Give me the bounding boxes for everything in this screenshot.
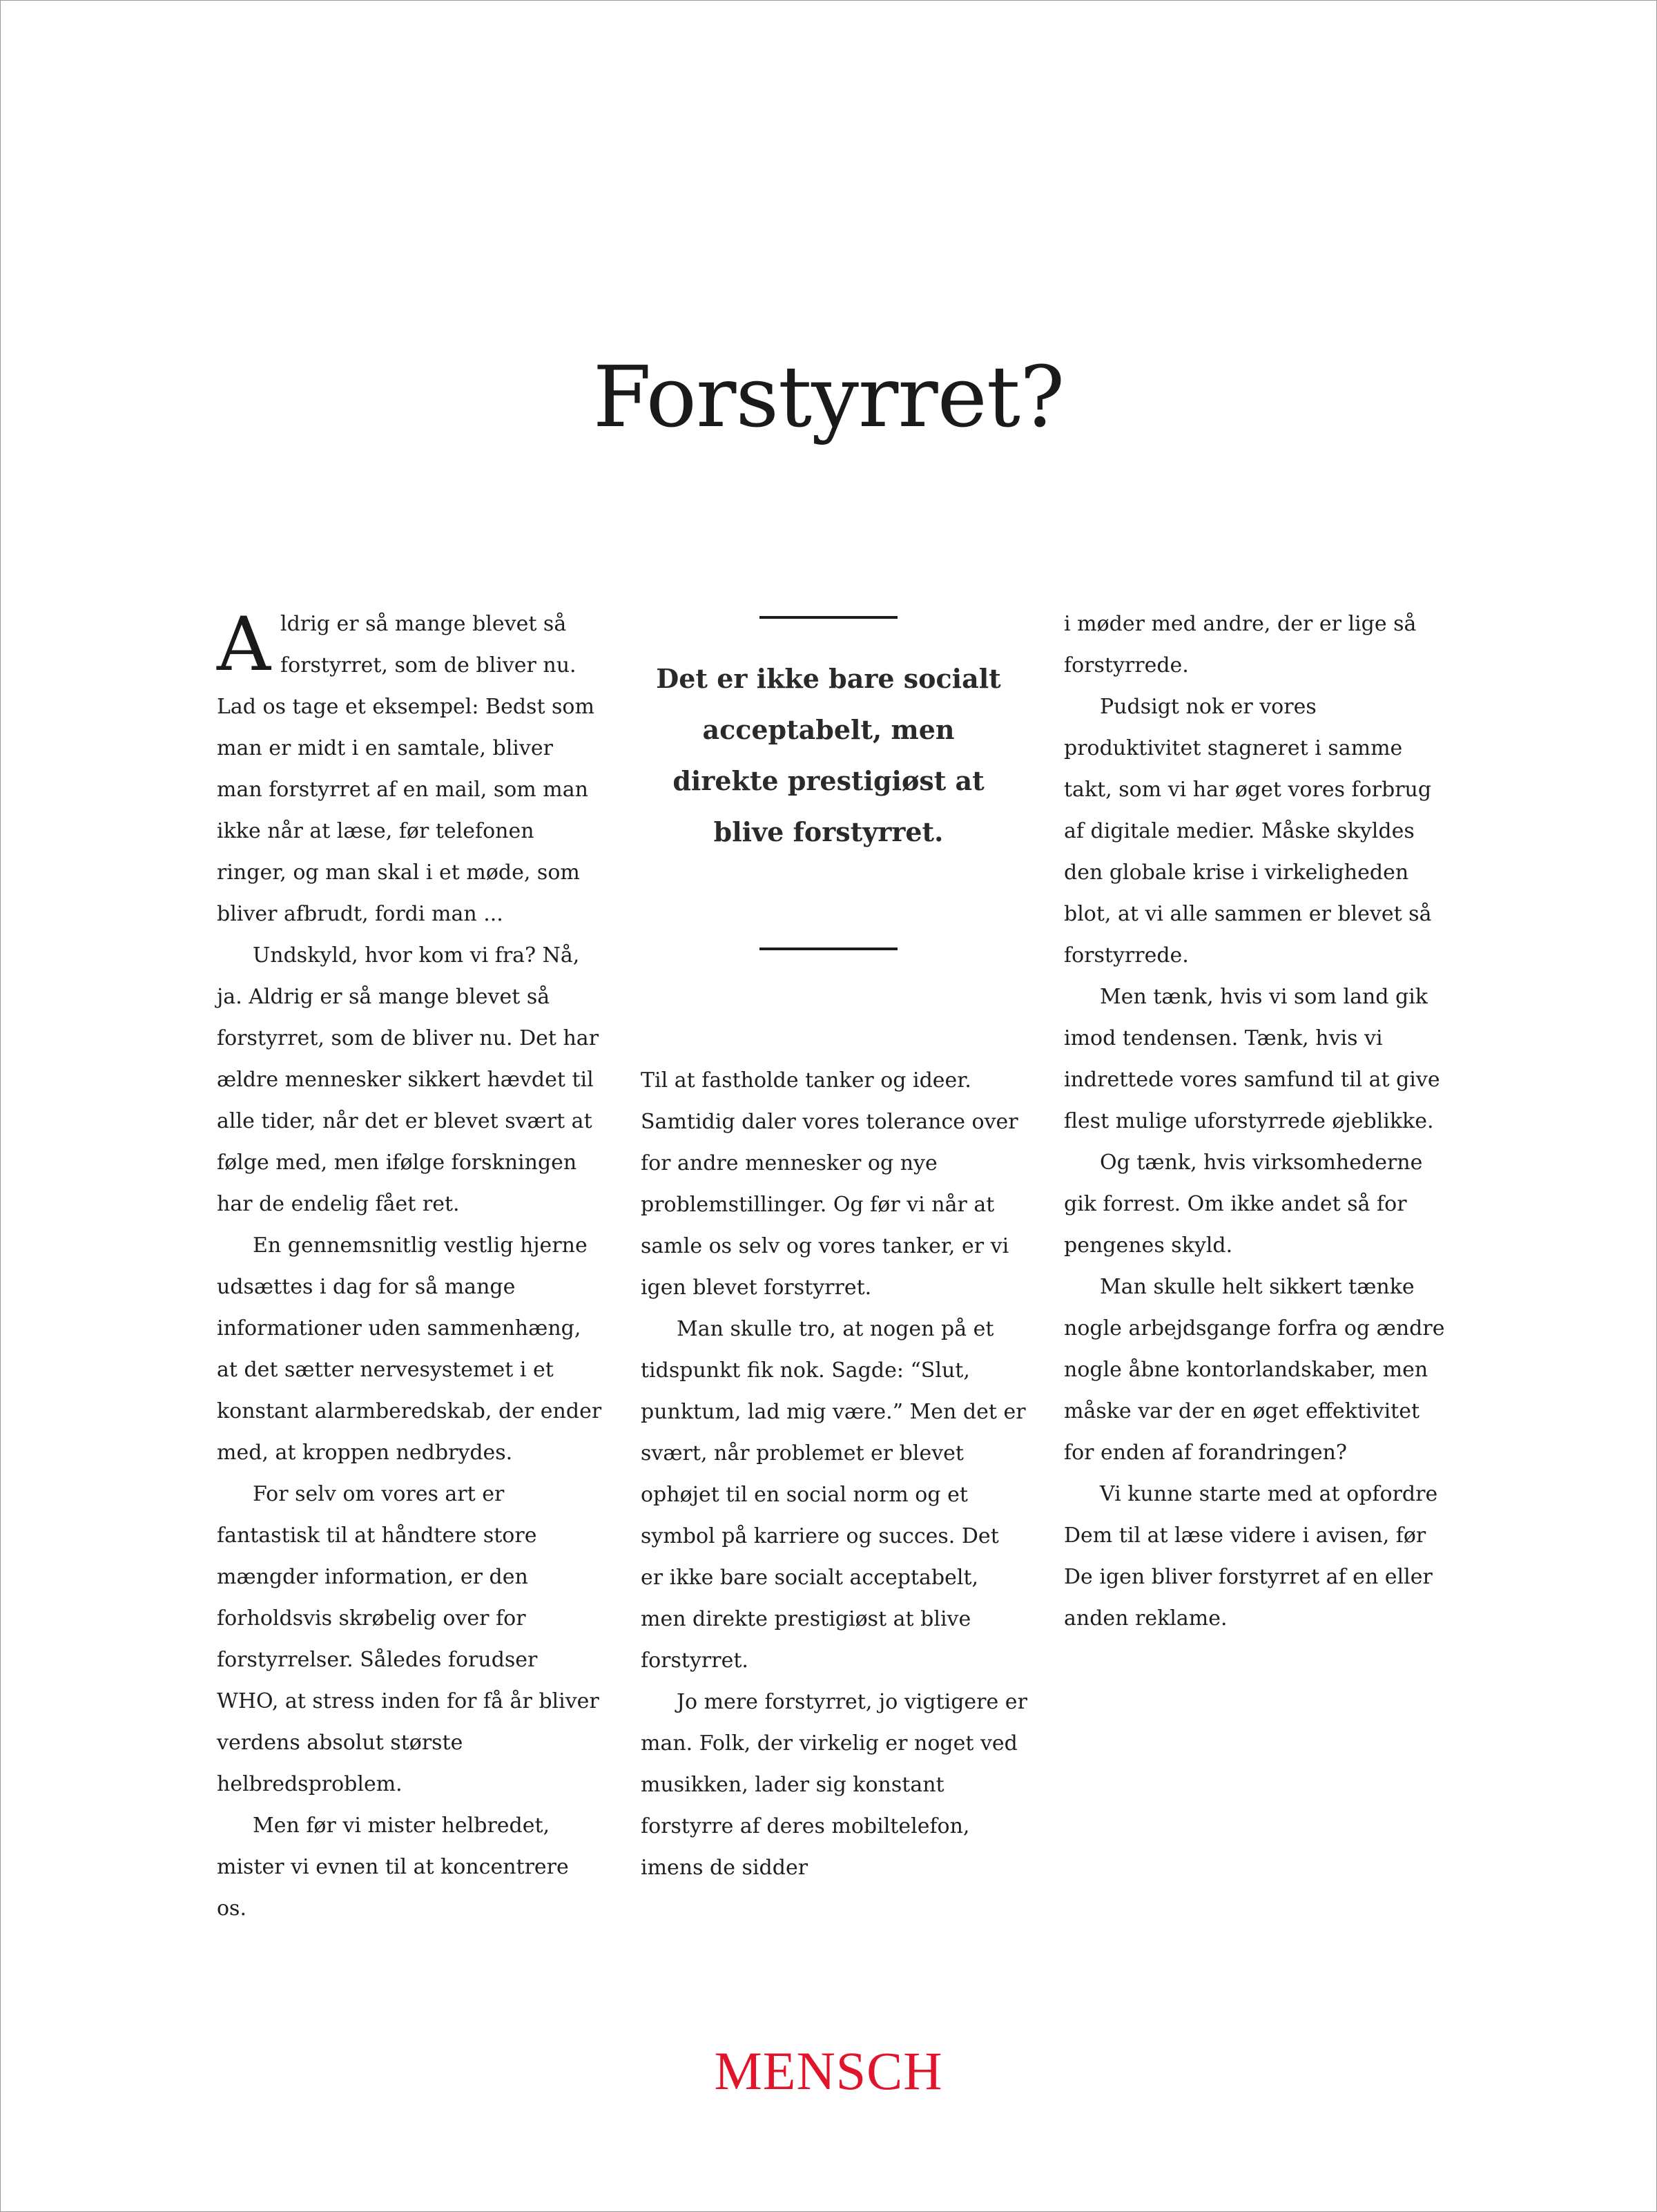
paragraph: Til at fastholde tanker og ideer. Samtidig daler vores tolerance over for andre mennesker og nye problemstillinger. Og før vi når at samle os selv og vores tanker, er vi igen blevet forstyrret. bbox=[641, 1068, 1018, 1300]
paragraph: Man skulle helt sikkert tænke nogle arbejdsgange forfra og ændre nogle åbne kontorlandskaber, men måske var der en øget effektivitet for enden af forandringen? bbox=[1064, 1275, 1445, 1465]
article-column-2 bbox=[641, 1060, 1027, 1889]
paragraph: Man skulle tro, at nogen på et tidspunkt fik nok. Sagde: “Slut, punktum, lad mig være.” Men det er svært, når problemet er blevet ophøjet til en social norm og et symbol på karriere og succes. Det er ikke bare socialt acceptabelt, men direkte prestigiøst at blive forstyrret. bbox=[641, 1317, 1026, 1673]
article-column-3 bbox=[1064, 604, 1451, 1639]
paragraph: For selv om vores art er fantastisk til at håndtere store mængder information, er den forholdsvis skrøbelig over for forstyrrelser. Således forudser WHO, at stress inden for få år bliver verdens absolut største helbredsproblem. bbox=[217, 1482, 599, 1796]
paragraph: Jo mere forstyrret, jo vigtigere er man. Folk, der virkelig er noget ved musikken, lader sig konstant forstyrre af deres mobiltelefon, imens de sidder bbox=[641, 1690, 1027, 1880]
paragraph: Pudsigt nok er vores produktivitet stagneret i samme takt, som vi har øget vores forbrug af digitale medier. Måske skyldes den globale krise i virkeligheden blot, at vi alle sammen er blevet så forstyrrede. bbox=[1064, 695, 1432, 968]
paragraph: Men før vi mister helbredet, mister vi evnen til at koncentrere os. bbox=[217, 1814, 569, 1921]
paragraph: Og tænk, hvis virksomhederne gik forrest. Om ikke andet så for pengenes skyld. bbox=[1064, 1151, 1423, 1258]
paragraph: En gennemsnitlig vestlig hjerne udsættes i dag for så mange informationer uden sammenhæng, at det sætter nervesystemet i et konstant alarmberedskab, der ender med, at kroppen nedbrydes. bbox=[217, 1233, 602, 1465]
paragraph: Undskyld, hvor kom vi fra? Nå, ja. Aldrig er så mange blevet så forstyrret, som de bliver nu. Det har ældre mennesker sikkert hævdet til alle tider, når det er blevet svært at følge med, men ifølge forskningen har de endelig fået ret. bbox=[217, 943, 599, 1216]
paragraph: i møder med andre, der er lige så forstyrrede. bbox=[1064, 612, 1417, 677]
paragraph: Men tænk, hvis vi som land gik imod tendensen. Tænk, hvis vi indrettede vores samfund til at give flest mulige uforstyrrede øjeblikke. bbox=[1064, 985, 1440, 1133]
brand-logo: MENSCH bbox=[714, 2041, 943, 2101]
headline: Forstyrret? bbox=[592, 348, 1065, 446]
paragraph bbox=[217, 604, 603, 935]
paragraph-text: ldrig er så mange blevet så forstyrret, som de bliver nu. Lad os tage et eksempel: Bedst som man er midt i en samtale, bliver man forstyrret af en mail, som man ikke når at læse, før telefonen ringer, og man skal i et møde, som bliver afbrudt, fordi man ... bbox=[217, 612, 594, 926]
paragraph: Vi kunne starte med at opfordre Dem til at læse videre i avisen, før De igen bliver forstyrret af en eller anden reklame. bbox=[1064, 1482, 1438, 1631]
pullquote: Det er ikke bare socialt acceptabelt, men direkte prestigiøst at blive forstyrret. bbox=[656, 663, 1001, 847]
drop-cap: A bbox=[217, 602, 271, 688]
pullquote-top-rule bbox=[759, 616, 898, 619]
pullquote-bottom-rule bbox=[759, 948, 898, 950]
article-column-1 bbox=[217, 604, 603, 1930]
